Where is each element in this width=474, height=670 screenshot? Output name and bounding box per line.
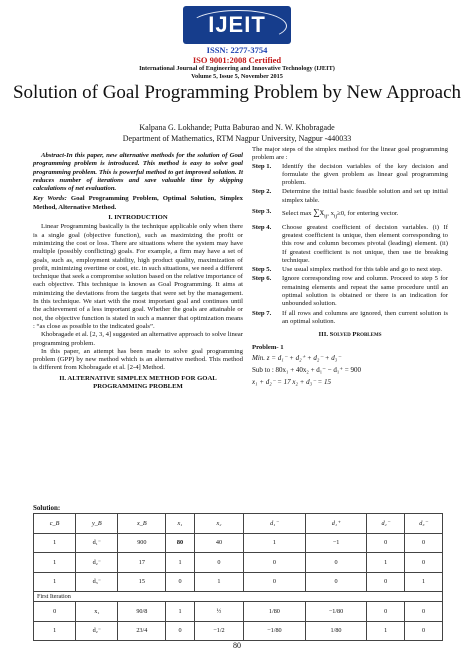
header-cell: d₂⁻	[367, 514, 405, 534]
step-3-text-f: ≥0, for entering vector.	[337, 210, 399, 218]
journal-name: International Journal of Engineering and Innovative Technology (IJEIT)	[139, 65, 335, 72]
table-cell: 15	[118, 572, 166, 592]
table-cell: −1/80	[305, 602, 367, 622]
solved-heading-number: III.	[318, 331, 328, 339]
step-3-text-d: , x	[327, 210, 334, 218]
header-cell: x₂	[194, 514, 243, 534]
table-cell: 40	[194, 533, 243, 553]
step-text: Ignore corresponding row and column. Proceed to step 5 for remaining elements and repeat the same procedure until an optimal solution is obtained or there is an indication for unbounded solution.	[282, 275, 448, 308]
constraint-2: x₁ + d₂⁻ = 17 x₂ + d₃⁻ = 15	[252, 377, 331, 386]
step-3	[252, 208, 448, 221]
header-cell: y_B	[76, 514, 118, 534]
step-5	[252, 266, 448, 274]
header-cell: c_B	[34, 514, 76, 534]
step-text	[282, 208, 448, 221]
simplex-table	[33, 513, 443, 641]
problem-label: Problem- 1	[252, 343, 284, 351]
table-cell: 80	[166, 533, 195, 553]
table-cell: 0	[244, 572, 306, 592]
table-header-row	[34, 514, 443, 534]
table-cell: −1/80	[244, 621, 306, 641]
subscript: ij	[324, 213, 328, 220]
table-cell: 0	[405, 533, 443, 553]
step-4	[252, 224, 448, 265]
step-3-text-a: Select max	[282, 210, 312, 218]
intro-paragraph-3: In this paper, an attempt has been made to solve goal programming problem (GPP) by new method which is an alternative method. This method is different from Khobragade et al. [2-4] Method.	[33, 347, 243, 372]
subscript: ij	[333, 213, 338, 220]
keywords-text: Goal Programming Problem, Optimal Solution, Simplex Method, Alternative Method.	[33, 195, 243, 211]
table-cell: 0	[305, 572, 367, 592]
header-cell: x_B	[118, 514, 166, 534]
step-1	[252, 163, 448, 188]
header-cell: d₁⁺	[305, 514, 367, 534]
iso-certification: ISO 9001:2008 Certified	[192, 55, 282, 65]
step-label: Step 5.	[252, 266, 272, 274]
table-cell: 0	[194, 553, 243, 573]
table-cell: 1	[166, 553, 195, 573]
table-cell: 1	[405, 572, 443, 592]
table-cell: 1/80	[244, 602, 306, 622]
table-cell: 23/4	[118, 621, 166, 641]
intro-heading: I. INTRODUCTION	[108, 214, 168, 222]
issn: ISSN: 2277-3754	[206, 45, 268, 55]
table-row	[34, 553, 443, 573]
summation-symbol: ∑x	[313, 207, 325, 218]
table-row	[34, 533, 443, 553]
table-cell: 0	[34, 602, 76, 622]
table-cell: 0	[166, 621, 195, 641]
step-label: Step 3.	[252, 208, 272, 216]
step-text: Choose greatest coefficient of decision variables. (i) If greatest coefficient is unique, then element corresponding to this row and column becomes pivotal (leading) element. (ii) If greatest coefficient is not unique, then use tie breaking technique.	[282, 223, 448, 264]
left-column	[33, 152, 243, 392]
table-cell: 0	[405, 553, 443, 573]
header-cell: d₃⁻	[405, 514, 443, 534]
keywords-label: Key Words:	[33, 195, 67, 203]
table-cell: −1/2	[194, 621, 243, 641]
steps-intro: The major steps of the simplex method for the linear goal programming problem are :	[252, 146, 448, 162]
table-cell: 0	[367, 533, 405, 553]
step-label: Step 2.	[252, 188, 272, 196]
table-cell: 1	[367, 621, 405, 641]
table-cell: 900	[118, 533, 166, 553]
iteration-section-row	[34, 592, 443, 602]
header-cell: d₁⁻	[244, 514, 306, 534]
table-cell: d₃⁻	[76, 572, 118, 592]
table-cell: 1	[34, 553, 76, 573]
step-6	[252, 275, 448, 308]
table-cell: 0	[305, 553, 367, 573]
right-column	[252, 146, 448, 388]
abstract: Abstract-In this paper, new alternative methods for the solution of Goal programming problem is introduced. This method is easy to solve goal programming problem. This is powerful method to get improved solution. It reduces number of iterations and save valuable time by skipping calculations of net evaluation.	[33, 152, 243, 193]
logo-text: IJEIT	[208, 12, 266, 37]
table-cell: 0	[405, 621, 443, 641]
step-text: Identify the decision variables of the key decision and formulate the given problem as linear goal programming problem.	[282, 162, 448, 187]
table-cell: −1	[305, 533, 367, 553]
table-row	[34, 572, 443, 592]
affiliation: Department of Mathematics, RTM Nagpur University, Nagpur -440033	[122, 134, 352, 143]
table-cell: 1	[194, 572, 243, 592]
table-cell: 0	[244, 553, 306, 573]
table-cell: 1/80	[305, 621, 367, 641]
table-row	[34, 602, 443, 622]
keywords	[33, 195, 243, 212]
solution-label: Solution:	[33, 504, 61, 512]
solved-heading-text: Solved Problems	[329, 331, 382, 339]
step-label: Step 1.	[252, 162, 272, 170]
table-cell: d₁⁻	[76, 533, 118, 553]
table-cell: 1	[34, 572, 76, 592]
step-text: Use usual simplex method for this table and go to next step.	[282, 266, 443, 274]
page-number: 80	[233, 641, 241, 650]
alt-method-heading: II. ALTERNATIVE SIMPLEX METHOD FOR GOAL PROGRAMMING PROBLEM	[59, 374, 217, 391]
table-cell: d₂⁻	[76, 621, 118, 641]
table-cell: 1	[367, 553, 405, 573]
table-cell: x₁	[76, 602, 118, 622]
intro-paragraph-1: Linear Programming basically is the technique applicable only when there is a single goal (objective function), such as maximizing the profit or minimizing the cost or loss. There are situations where the system may have multiple (possibly conflicting) goals. For example, a firm may have a set of goals, such as, employment stability, high product quality, maximization of profit, minimizing overtime or cost, etc. in such situations, we need a different technique that seek a compromise solution based on the relative importance of each objective. This technique is known as Goal Programming. It aims at minimizing the deviations from the targets that were set by the management. In this technique. We start with the most important goal and continues until the achievement of a less important goal. Whether the goals are attainable or not, the objective function is stated in such a manner that optimization means : “as close as possible to the indicated goals”.	[33, 223, 243, 330]
intro-paragraph-2: Khobragade et al. [2, 3, 4] suggested an alternative approach to solve linear programming problem.	[33, 331, 243, 347]
step-text: Determine the initial basic feasible solution and set up initial simplex table.	[282, 188, 448, 204]
table-cell: 0	[405, 602, 443, 622]
table-cell: 1	[166, 602, 195, 622]
table-cell: 1	[244, 533, 306, 553]
table-cell: d₂⁻	[76, 553, 118, 573]
header-cell: x₁	[166, 514, 195, 534]
solved-problems-heading	[252, 331, 448, 339]
journal-logo	[183, 6, 291, 44]
step-label: Step 6.	[252, 275, 272, 283]
constraint-1: Sub to : 80x₁ + 40x₂ + d₁⁻ − d₁⁺ = 900	[252, 365, 361, 374]
table-cell: 1	[34, 533, 76, 553]
iteration-label: First Iteration	[34, 592, 443, 602]
table-cell: 17	[118, 553, 166, 573]
step-7	[252, 310, 448, 327]
table-cell: ½	[194, 602, 243, 622]
step-2	[252, 188, 448, 205]
paper-title: Solution of Goal Programming Problem by New Approach	[12, 82, 462, 103]
step-text: If all rows and columns are ignored, then current solution is an optimal solution.	[282, 309, 448, 325]
table-cell: 0	[367, 602, 405, 622]
table-cell: 0	[166, 572, 195, 592]
step-label: Step 7.	[252, 309, 272, 317]
authors: Kalpana G. Lokhande; Putta Baburao and N. W. Khobragade	[139, 123, 335, 132]
objective-function: Min. z = d₁⁻ + d₂⁺ + d₂⁻ + d₃⁻	[252, 353, 341, 362]
table-cell: 1	[34, 621, 76, 641]
table-cell: 0	[367, 572, 405, 592]
table-cell: 90/8	[118, 602, 166, 622]
step-label: Step 4.	[252, 223, 272, 231]
volume-info: Volume 5, Issue 5, November 2015	[191, 73, 283, 80]
table-row	[34, 621, 443, 641]
